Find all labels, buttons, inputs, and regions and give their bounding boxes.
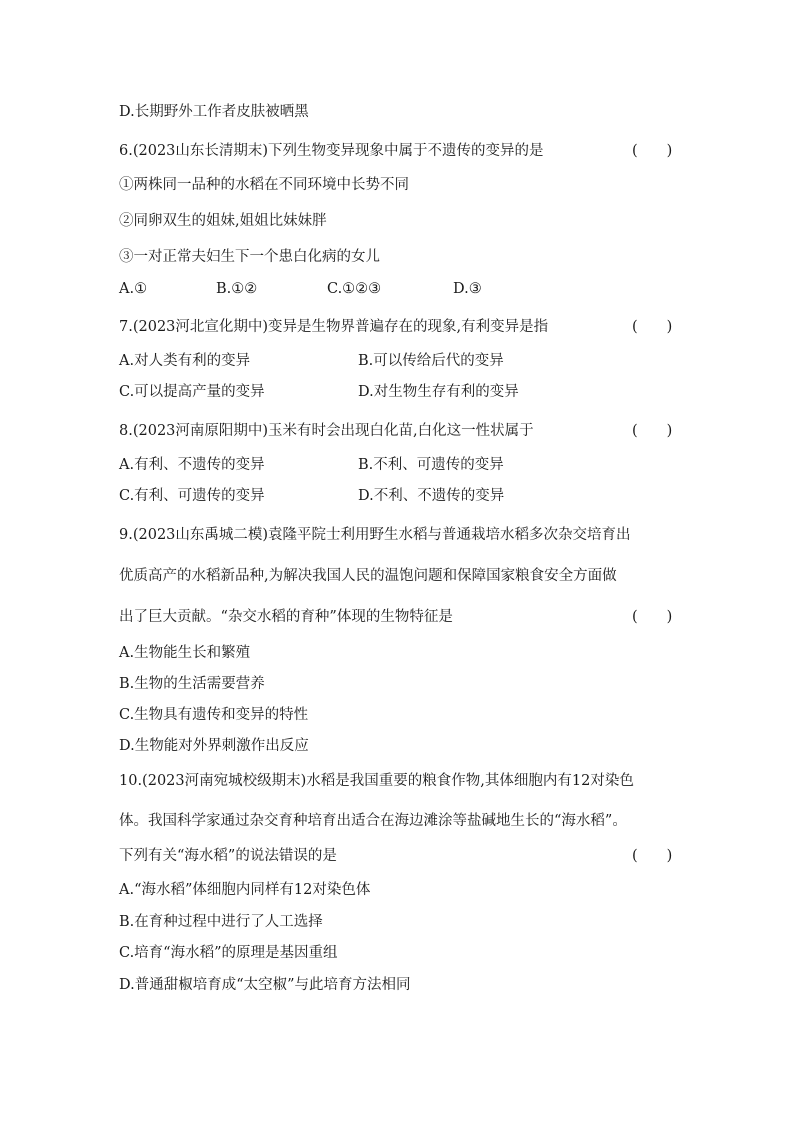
q9-stem-line-2: 优质高产的水稻新品种,为解决我国人民的温饱问题和保障国家粮食安全方面做 <box>119 568 617 584</box>
q6-statement-3: ③一对正常夫妇生下一个患白化病的女儿 <box>119 249 380 265</box>
q8-option-c[interactable]: C.有利、可遗传的变异 <box>119 488 265 504</box>
q6-stem: 6.(2023山东长清期末)下列生物变异现象中属于不遗传的变异的是 <box>119 143 544 159</box>
q8-option-a[interactable]: A.有利、不遗传的变异 <box>119 457 265 473</box>
q7-option-a[interactable]: A.对人类有利的变异 <box>119 353 251 369</box>
q10-option-d[interactable]: D.普通甜椒培育成“太空椒”与此培育方法相同 <box>119 977 411 993</box>
q6-answer-blank[interactable]: ( ) <box>632 143 673 159</box>
q10-stem-line-3: 下列有关“海水稻”的说法错误的是 <box>119 848 337 864</box>
q10-answer-blank[interactable]: ( ) <box>632 848 673 864</box>
q10-option-c[interactable]: C.培育“海水稻”的原理是基因重组 <box>119 945 338 961</box>
q10-option-a[interactable]: A.“海水稻”体细胞内同样有12对染色体 <box>119 882 371 898</box>
q6-option-a[interactable]: A.① <box>119 281 148 297</box>
q5-option-d: D.长期野外工作者皮肤被晒黑 <box>119 104 309 120</box>
q10-stem-line-2: 体。我国科学家通过杂交育种培育出适合在海边滩涂等盐碱地生长的“海水稻”。 <box>119 813 627 829</box>
q6-option-c[interactable]: C.①②③ <box>327 281 382 297</box>
q8-answer-blank[interactable]: ( ) <box>632 423 673 439</box>
q8-option-b[interactable]: B.不利、可遗传的变异 <box>358 457 504 473</box>
q9-option-d[interactable]: D.生物能对外界刺激作出反应 <box>119 738 309 754</box>
q7-answer-blank[interactable]: ( ) <box>632 319 673 335</box>
q9-stem-line-1: 9.(2023山东禹城二模)袁隆平院士利用野生水稻与普通栽培水稻多次杂交培育出 <box>119 527 631 543</box>
q7-option-c[interactable]: C.可以提高产量的变异 <box>119 384 265 400</box>
q10-stem-line-1: 10.(2023河南宛城校级期末)水稻是我国重要的粮食作物,其体细胞内有12对染色 <box>119 773 634 789</box>
q8-option-d[interactable]: D.不利、不遗传的变异 <box>358 488 505 504</box>
q7-option-d[interactable]: D.对生物生存有利的变异 <box>358 384 519 400</box>
q6-statement-1: ①两株同一品种的水稻在不同环境中长势不同 <box>119 177 409 193</box>
q10-option-b[interactable]: B.在育种过程中进行了人工选择 <box>119 914 323 930</box>
q8-stem: 8.(2023河南原阳期中)玉米有时会出现白化苗,白化这一性状属于 <box>119 423 534 439</box>
q9-option-b[interactable]: B.生物的生活需要营养 <box>119 676 265 692</box>
q9-option-c[interactable]: C.生物具有遗传和变异的特性 <box>119 707 309 723</box>
q6-statement-2: ②同卵双生的姐妹,姐姐比妹妹胖 <box>119 213 327 229</box>
q9-option-a[interactable]: A.生物能生长和繁殖 <box>119 645 251 661</box>
q7-stem: 7.(2023河北宣化期中)变异是生物界普遍存在的现象,有利变异是指 <box>119 319 549 335</box>
q9-stem-line-3: 出了巨大贡献。“杂交水稻的育种”体现的生物特征是 <box>119 609 453 625</box>
q9-answer-blank[interactable]: ( ) <box>632 609 673 625</box>
q6-option-d[interactable]: D.③ <box>453 281 482 297</box>
q6-option-b[interactable]: B.①② <box>216 281 258 297</box>
q7-option-b[interactable]: B.可以传给后代的变异 <box>358 353 504 369</box>
